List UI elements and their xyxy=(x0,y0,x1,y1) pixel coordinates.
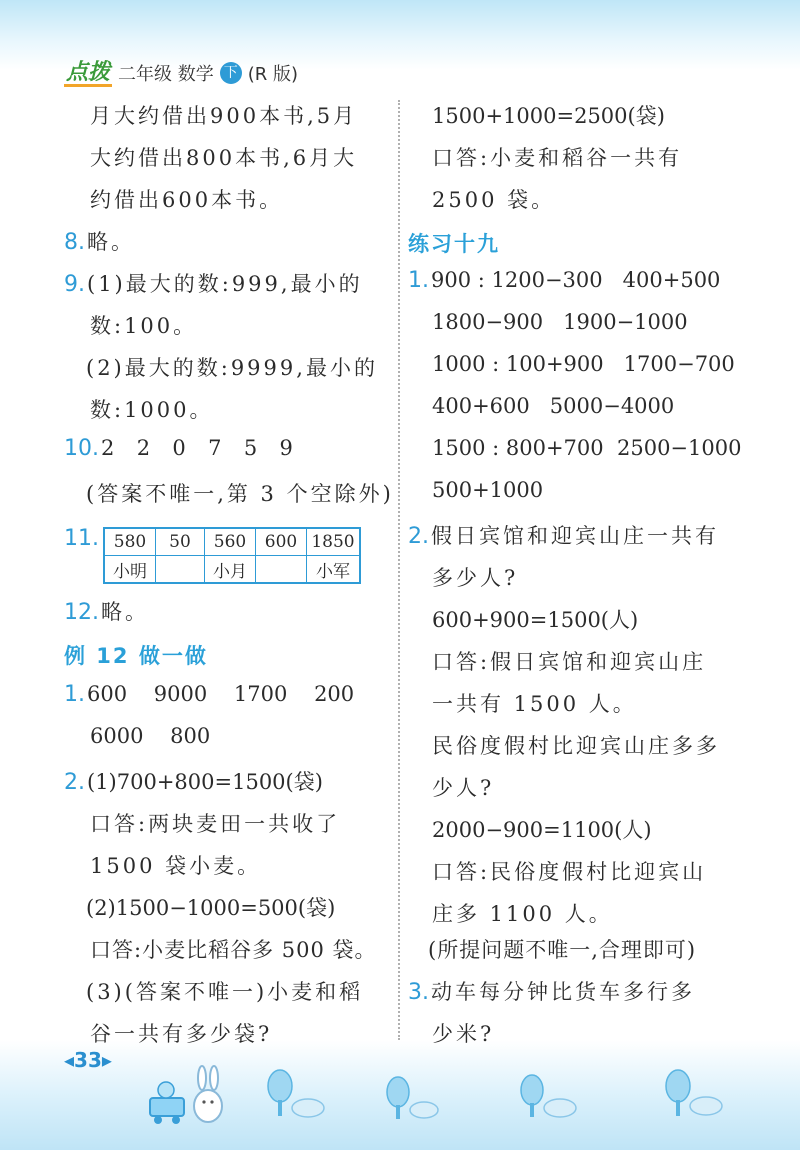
table-cell: 560 xyxy=(205,528,256,556)
section-example-12: 例 12 做一做 xyxy=(64,644,208,668)
right-line-12: 多少人? xyxy=(432,566,519,590)
bush-icon xyxy=(292,1097,722,1118)
example-answer-1: 1.600 9000 1700 200 xyxy=(64,682,355,707)
answer-12: 12.略。 xyxy=(64,600,149,625)
logo: 点拨 xyxy=(66,58,111,85)
table-row xyxy=(104,528,360,556)
right-line-2: 口答:小麦和稻谷一共有 xyxy=(432,146,683,170)
left-line-21: (3)(答案不唯一)小麦和稻 xyxy=(86,980,364,1004)
table-cell: 1850 xyxy=(307,528,361,556)
answer-11: 11. xyxy=(64,526,99,551)
answer-10: 10.2 2 0 7 5 9 xyxy=(64,436,296,461)
left-line-15: 6000 800 xyxy=(90,724,211,748)
right-line-3: 2500 袋。 xyxy=(432,188,556,212)
cart-icon xyxy=(150,1082,184,1124)
right-line-20: 庄多 1100 人。 xyxy=(432,902,613,926)
right-line-1: 1500+1000=2500(袋) xyxy=(432,104,665,128)
left-line-22: 谷一共有多少袋? xyxy=(90,1022,273,1046)
right-line-21: (所提问题不唯一,合理即可) xyxy=(428,938,697,962)
edition: (R 版) xyxy=(247,64,299,85)
right-line-23: 少米? xyxy=(432,1022,495,1046)
exercise-answer-2: 2.假日宾馆和迎宾山庄一共有 xyxy=(408,524,719,549)
page-number: ◂33▸ xyxy=(64,1048,112,1072)
example-answer-2: 2.(1)700+800=1500(袋) xyxy=(64,770,323,795)
right-line-17: 少人? xyxy=(432,776,495,800)
table-cell xyxy=(156,556,205,584)
table-cell: 小军 xyxy=(307,556,361,584)
right-line-8: 400+600 5000−4000 xyxy=(432,394,675,418)
right-line-18: 2000−900=1100(人) xyxy=(432,818,652,842)
tree-icon xyxy=(268,1070,690,1119)
page-header xyxy=(64,58,298,88)
left-line-6: 数:100。 xyxy=(90,314,198,338)
table-row xyxy=(104,556,360,584)
right-line-6: 1800−900 1900−1000 xyxy=(432,310,688,334)
answer-9: 9.(1)最大的数:999,最小的 xyxy=(64,272,363,297)
right-line-19: 口答:民俗度假村比迎宾山 xyxy=(432,860,707,884)
table-cell: 小明 xyxy=(104,556,156,584)
left-line-1: 月大约借出900本书,5月 xyxy=(90,104,358,128)
left-line-17: 口答:两块麦田一共收了 xyxy=(90,812,341,836)
volume-badge: 下 xyxy=(220,62,242,84)
left-line-8: 数:1000。 xyxy=(90,398,214,422)
table-cell xyxy=(256,556,307,584)
table-cell: 50 xyxy=(156,528,205,556)
left-line-19: (2)1500−1000=500(袋) xyxy=(86,896,336,920)
left-line-10: (答案不唯一,第 3 个空除外) xyxy=(86,482,394,506)
right-line-10: 500+1000 xyxy=(432,478,544,502)
exercise-answer-1: 1.900 : 1200−300 400+500 xyxy=(408,268,721,293)
column-divider xyxy=(398,100,400,1040)
right-line-14: 口答:假日宾馆和迎宾山庄 xyxy=(432,650,707,674)
bunny-icon xyxy=(194,1066,222,1122)
answer-8: 8.略。 xyxy=(64,230,135,255)
section-exercise-19: 练习十九 xyxy=(408,232,500,256)
left-line-3: 约借出600本书。 xyxy=(90,188,284,212)
left-line-2: 大约借出800本书,6月大 xyxy=(90,146,358,170)
right-line-13: 600+900=1500(人) xyxy=(432,608,639,632)
right-line-9: 1500 : 800+700 2500−1000 xyxy=(432,436,742,460)
answer-table xyxy=(103,527,361,584)
left-line-18: 1500 袋小麦。 xyxy=(90,854,262,878)
table-cell: 小月 xyxy=(205,556,256,584)
table-cell: 580 xyxy=(104,528,156,556)
right-line-15: 一共有 1500 人。 xyxy=(432,692,637,716)
left-line-20: 口答:小麦比稻谷多 500 袋。 xyxy=(90,938,377,962)
right-line-16: 民俗度假村比迎宾山庄多多 xyxy=(432,734,720,758)
table-cell: 600 xyxy=(256,528,307,556)
book-title: 二年级 数学 xyxy=(118,64,214,85)
footer-decoration xyxy=(140,1062,780,1132)
exercise-answer-3: 3.动车每分钟比货车多行多 xyxy=(408,980,695,1005)
left-line-7: (2)最大的数:9999,最小的 xyxy=(86,356,378,380)
right-line-7: 1000 : 100+900 1700−700 xyxy=(432,352,735,376)
